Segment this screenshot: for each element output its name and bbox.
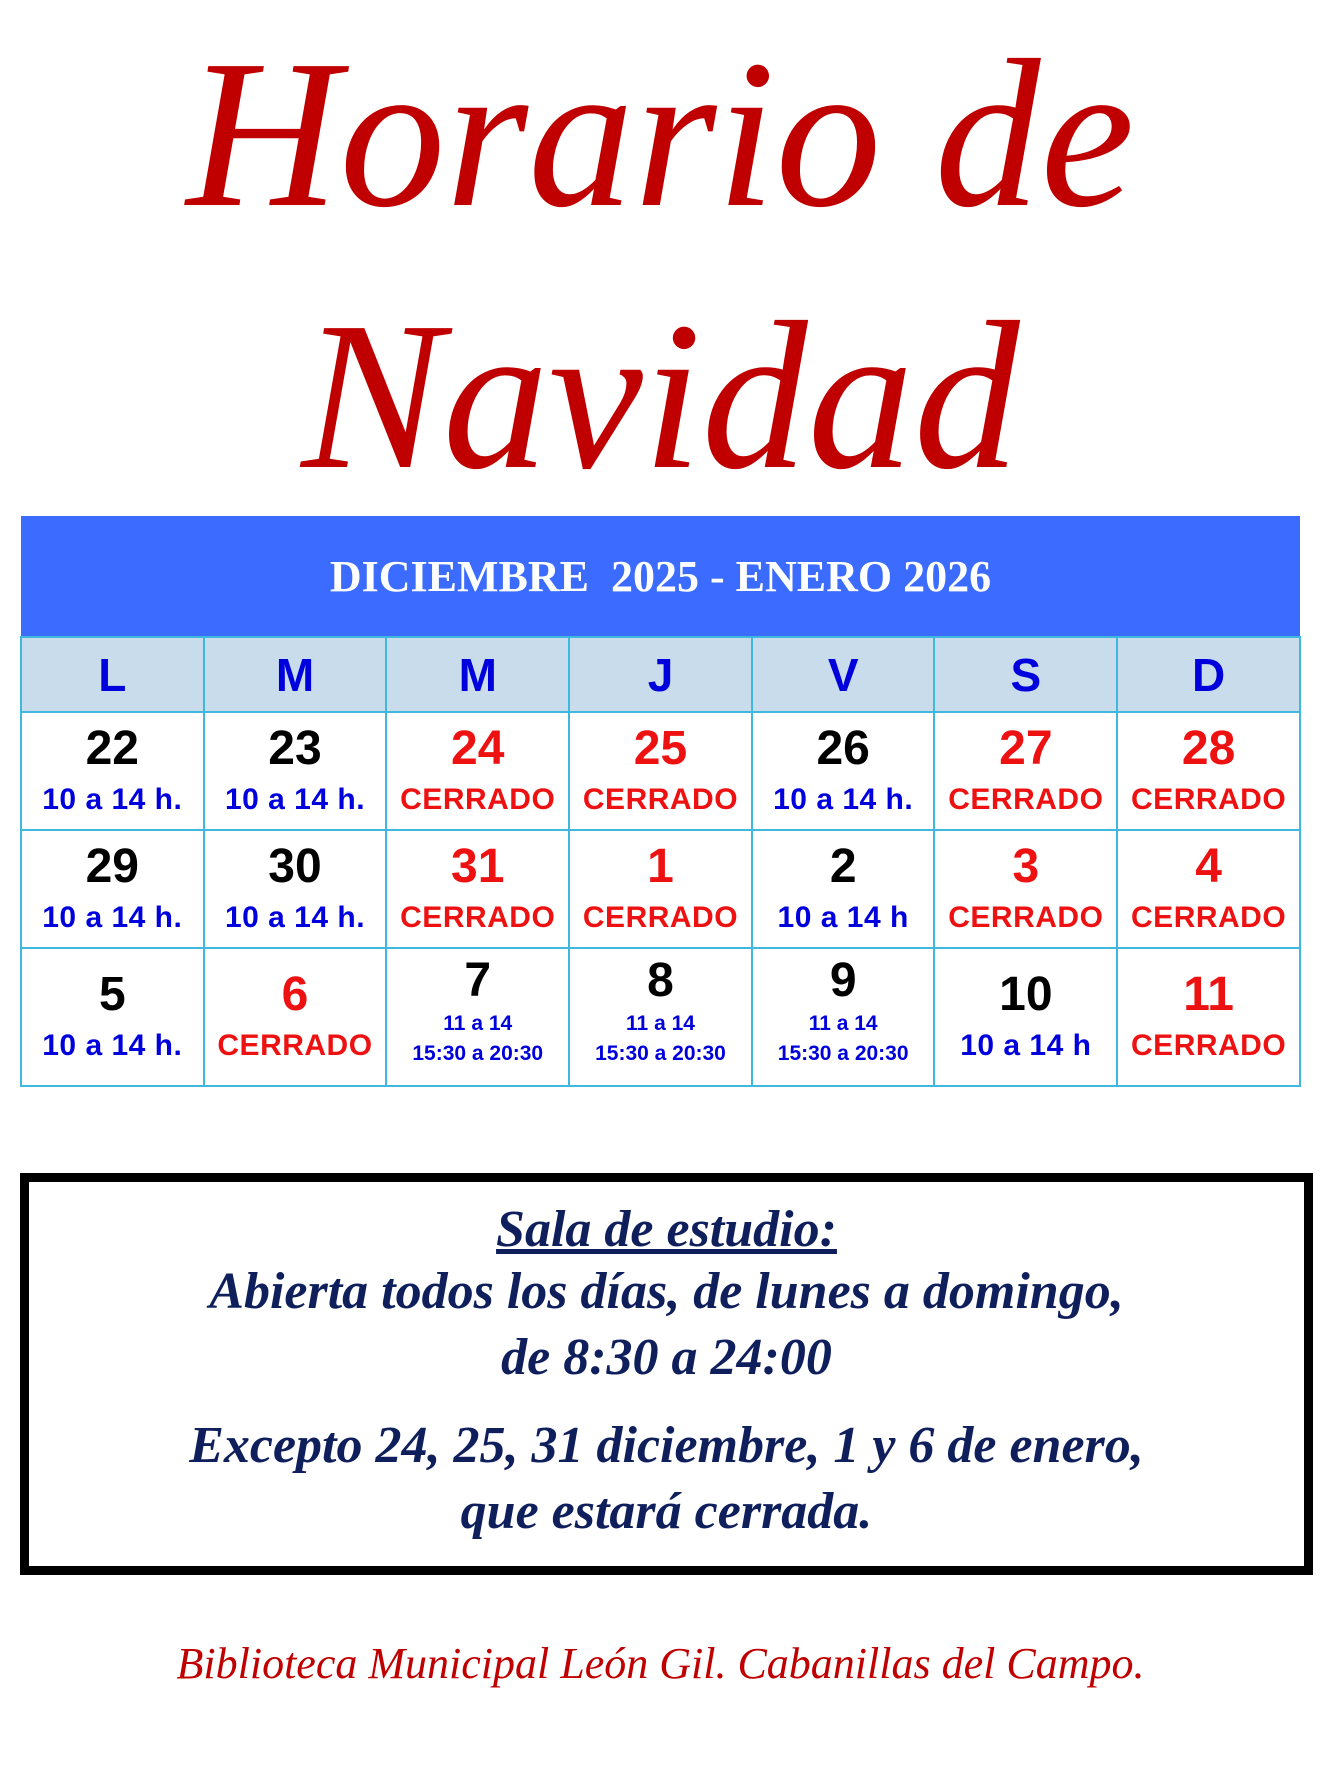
day-number: 2 (829, 840, 857, 893)
afternoon-hours: 15:30 a 20:30 (595, 1042, 726, 1065)
day-number: 22 (85, 722, 139, 775)
opening-hours: 10 a 14 h. (224, 783, 366, 816)
morning-hours: 11 a 14 (808, 1011, 878, 1035)
calendar-day-cell (1117, 712, 1300, 830)
closed-label: CERRADO (1131, 901, 1287, 934)
holiday-calendar (20, 516, 1301, 1087)
calendar-day-cell (1117, 830, 1300, 948)
title-line-1: Horario de (186, 16, 1135, 251)
day-number: 26 (816, 722, 870, 775)
week-row (21, 830, 1300, 948)
study-room-line: que estará cerrada. (460, 1483, 873, 1540)
study-room-title: Sala de estudio: (496, 1201, 837, 1258)
day-number: 29 (85, 840, 139, 893)
calendar-day-cell (1117, 948, 1300, 1086)
opening-hours: 10 a 14 h (777, 901, 909, 934)
day-number: 27 (999, 722, 1053, 775)
calendar-day-cell (569, 948, 752, 1086)
calendar-day-cell (204, 830, 387, 948)
calendar-day-cell (752, 948, 935, 1086)
day-number: 5 (98, 968, 126, 1021)
week-row (21, 712, 1300, 830)
calendar-day-cell (204, 948, 387, 1086)
calendar-day-cell (21, 830, 204, 948)
morning-hours: 11 a 14 (443, 1011, 513, 1035)
weekday-header-row (21, 637, 1300, 712)
afternoon-hours: 15:30 a 20:30 (777, 1042, 909, 1065)
calendar-day-cell (21, 712, 204, 830)
calendar-day-cell (752, 712, 935, 830)
opening-hours: 10 a 14 h. (773, 783, 914, 816)
afternoon-hours: 15:30 a 20:30 (412, 1042, 544, 1065)
closed-label: CERRADO (948, 901, 1104, 934)
morning-hours: 11 a 14 (626, 1011, 695, 1035)
opening-hours: 10 a 14 h. (42, 783, 183, 816)
calendar-day-cell (569, 712, 752, 830)
study-room-line: Abierta todos los días, de lunes a domingo, (209, 1263, 1124, 1320)
day-number: 7 (464, 953, 492, 1007)
closed-label: CERRADO (582, 783, 739, 816)
calendar-day-cell (386, 948, 569, 1086)
day-number: 31 (451, 840, 505, 893)
calendar-day-cell (934, 712, 1117, 830)
closed-label: CERRADO (400, 783, 556, 816)
closed-label: CERRADO (217, 1029, 373, 1062)
study-room-notice (20, 1173, 1313, 1575)
calendar-day-cell (569, 830, 752, 948)
library-footer: Biblioteca Municipal León Gil. Cabanillas del Campo. (176, 1639, 1145, 1688)
closed-label: CERRADO (400, 901, 556, 934)
calendar-day-cell (752, 830, 935, 948)
weekday-label: M (204, 637, 387, 712)
weekday-label: V (752, 637, 935, 712)
day-number: 30 (268, 840, 322, 893)
study-room-line: de 8:30 a 24:00 (501, 1329, 832, 1386)
opening-hours: 10 a 14 h. (42, 901, 183, 934)
week-row (21, 948, 1300, 1086)
day-number: 3 (1012, 840, 1040, 893)
day-number: 11 (1183, 968, 1234, 1021)
weekday-label: M (386, 637, 569, 712)
day-number: 6 (281, 968, 309, 1021)
day-number: 25 (633, 722, 688, 775)
day-number: 28 (1181, 722, 1236, 775)
calendar-day-cell (386, 830, 569, 948)
weekday-label: J (569, 637, 752, 712)
study-room-line: Excepto 24, 25, 31 diciembre, 1 y 6 de enero, (189, 1417, 1144, 1474)
day-number: 9 (829, 953, 857, 1007)
closed-label: CERRADO (1131, 783, 1287, 816)
opening-hours: 10 a 14 h. (42, 1029, 183, 1062)
calendar-day-cell (386, 712, 569, 830)
spacer (29, 1391, 1304, 1413)
title-line-2: Navidad (301, 278, 1020, 513)
closed-label: CERRADO (948, 783, 1104, 816)
day-number: 8 (647, 953, 674, 1007)
closed-label: CERRADO (1131, 1029, 1287, 1062)
weekday-label: L (21, 637, 204, 712)
day-number: 24 (451, 722, 505, 775)
opening-hours: 10 a 14 h (960, 1029, 1092, 1062)
day-number: 4 (1195, 840, 1222, 893)
weekday-label: D (1117, 637, 1300, 712)
calendar-day-cell (934, 830, 1117, 948)
day-number: 1 (647, 840, 674, 893)
day-number: 10 (999, 968, 1053, 1021)
calendar-day-cell (934, 948, 1117, 1086)
day-number: 23 (268, 722, 322, 775)
calendar-day-cell (21, 948, 204, 1086)
calendar-header: DICIEMBRE 2025 - ENERO 2026 (21, 516, 1300, 637)
closed-label: CERRADO (582, 901, 739, 934)
weekday-label: S (934, 637, 1117, 712)
opening-hours: 10 a 14 h. (224, 901, 366, 934)
calendar-day-cell (204, 712, 387, 830)
